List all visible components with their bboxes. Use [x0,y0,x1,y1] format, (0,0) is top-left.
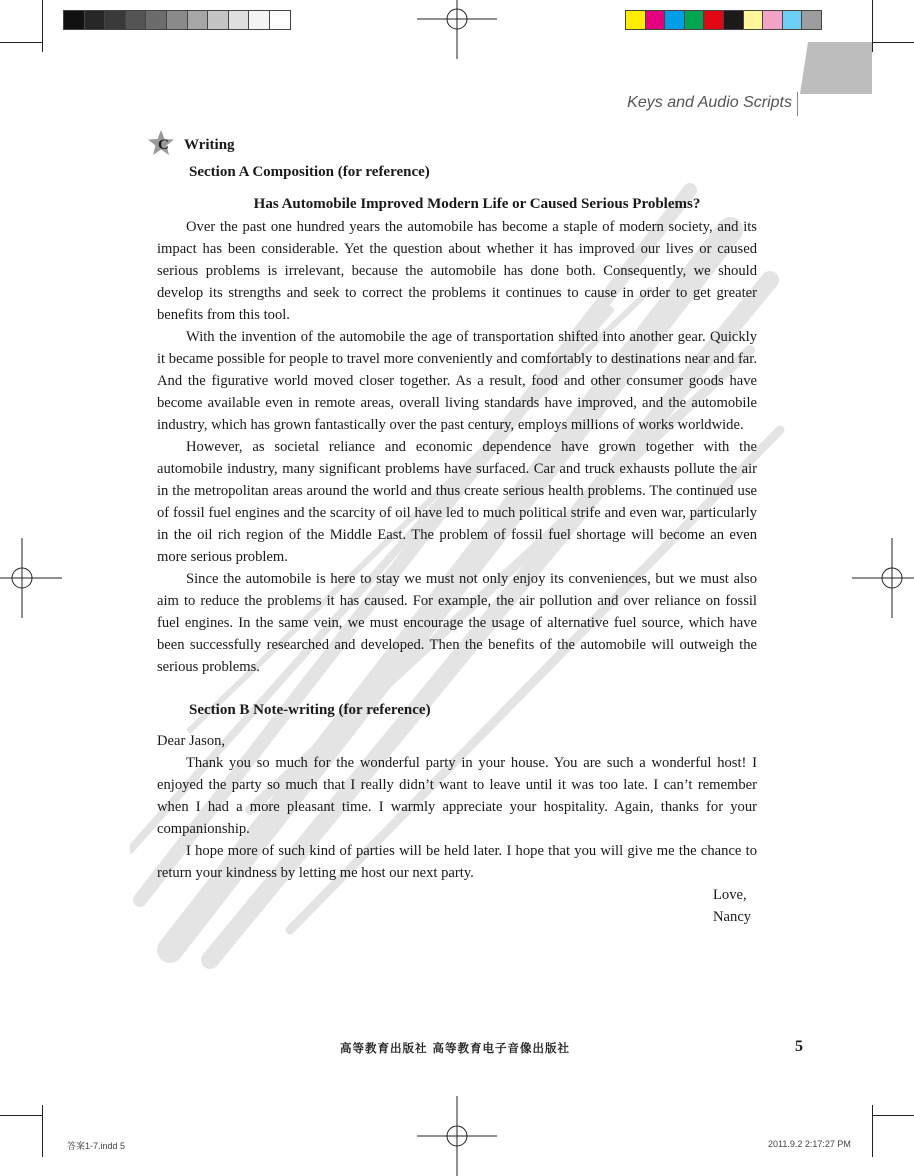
crop-mark [872,1115,914,1116]
color-swatch [645,10,666,30]
chapter-tab [800,42,872,94]
essay-paragraph: Since the automobile is here to stay we must not only enjoy its conveniences, but we must also aim to reduce the problems it has caused. For example, the air pollution and over reliance on fossil fuel engines. In the same vein, we must encourage the usage of alternative fuel source, which have been successfully researched and developed. Then the benefits of the automobile will outweigh the serious problems. [157,571,757,675]
registration-mark-icon [0,538,62,618]
crop-mark [872,0,873,52]
crop-mark [42,0,43,52]
color-swatch [743,10,764,30]
color-swatch [762,10,783,30]
color-swatch [782,10,803,30]
crop-mark [0,1115,42,1116]
crop-mark [42,1105,43,1157]
crop-mark [0,42,42,43]
color-swatch [187,10,209,30]
color-swatch [248,10,270,30]
color-swatch [166,10,188,30]
slug-timestamp: 2011.9.2 2:17:27 PM [768,1139,851,1149]
color-swatch [703,10,724,30]
section-c-heading [157,130,757,160]
color-swatch [684,10,705,30]
color-swatch [228,10,250,30]
registration-mark-icon [852,538,914,618]
color-swatch [84,10,106,30]
section-title: Writing [184,137,235,153]
letter-paragraph: Thank you so much for the wonderful party in your house. You are such a wonderful host! I enjoyed the party so much that I really didn’t want to leave until it was too late. I can’t remember when I had a more pleasant time. I warmly appreciate your hospitality. Again, thanks for your companionship. [157,755,757,837]
page-body [157,130,757,928]
registration-mark-icon [417,0,497,59]
section-a-title: Section A Composition (for reference) [189,164,430,180]
essay-paragraph: Over the past one hundred years the automobile has become a staple of modern society, and its impact has been considerable. Yet the question about whether it has improved our lives or caused serious problems is irrelevant, because the automobile has done both. Consequently, we should develop its strengths and seek to correct the problems it continues to cause in order to get greater benefits from this tool. [157,219,757,323]
essay-title: Has Automobile Improved Modern Life or Caused Serious Problems? [253,196,701,212]
running-head: Keys and Audio Scripts [627,94,792,111]
process-color-bar [625,10,821,30]
color-swatch [125,10,147,30]
letter-salutation: Dear Jason, [157,733,226,749]
registration-mark-icon [417,1096,497,1176]
letter-signature: Nancy [713,909,752,925]
grayscale-color-bar [63,10,290,30]
color-swatch [63,10,85,30]
section-letter: C [158,137,169,153]
section-b-title: Section B Note-writing (for reference) [189,702,431,718]
letter-closing: Love, [713,887,747,903]
color-swatch [664,10,685,30]
color-swatch [723,10,744,30]
color-swatch [625,10,646,30]
essay-paragraph: However, as societal reliance and economic dependence have grown together with the automobile industry, many significant problems have surfaced. Car and truck exhausts pollute the air in the metropolitan areas around the world and thus create serious health problems. The continued use of fossil fuel engines and the scarcity of oil have led to much political strife and even war, particularly in the oil rich region of the Middle East. The problem of fossil fuel shortage will become an even more serious problem. [157,439,757,565]
color-swatch [207,10,229,30]
slug-file-info: 答案1-7.indd 5 [67,1141,126,1151]
color-swatch [801,10,822,30]
crop-mark [872,42,914,43]
letter-paragraph: I hope more of such kind of parties will be held later. I hope that you will give me the chance to return your kindness by letting me host our next party. [157,843,757,881]
essay-paragraph: With the invention of the automobile the age of transportation shifted into another gear. Quickly it became possible for people to travel more conveniently and comfortably to destinations near and far. And the figurative world moved closer together. As a result, food and other consumer goods have become available even in remote areas, overall living standards have improved, and the automobile industry, which has grown fantastically over the past century, employs millions of works worldwide. [157,329,757,433]
color-swatch [145,10,167,30]
page-number: 5 [795,1038,803,1055]
header-divider [797,92,798,116]
color-swatch [104,10,126,30]
publisher-line: 高等教育出版社 高等教育电子音像出版社 [340,1041,571,1055]
color-swatch [269,10,291,30]
crop-mark [872,1105,873,1157]
